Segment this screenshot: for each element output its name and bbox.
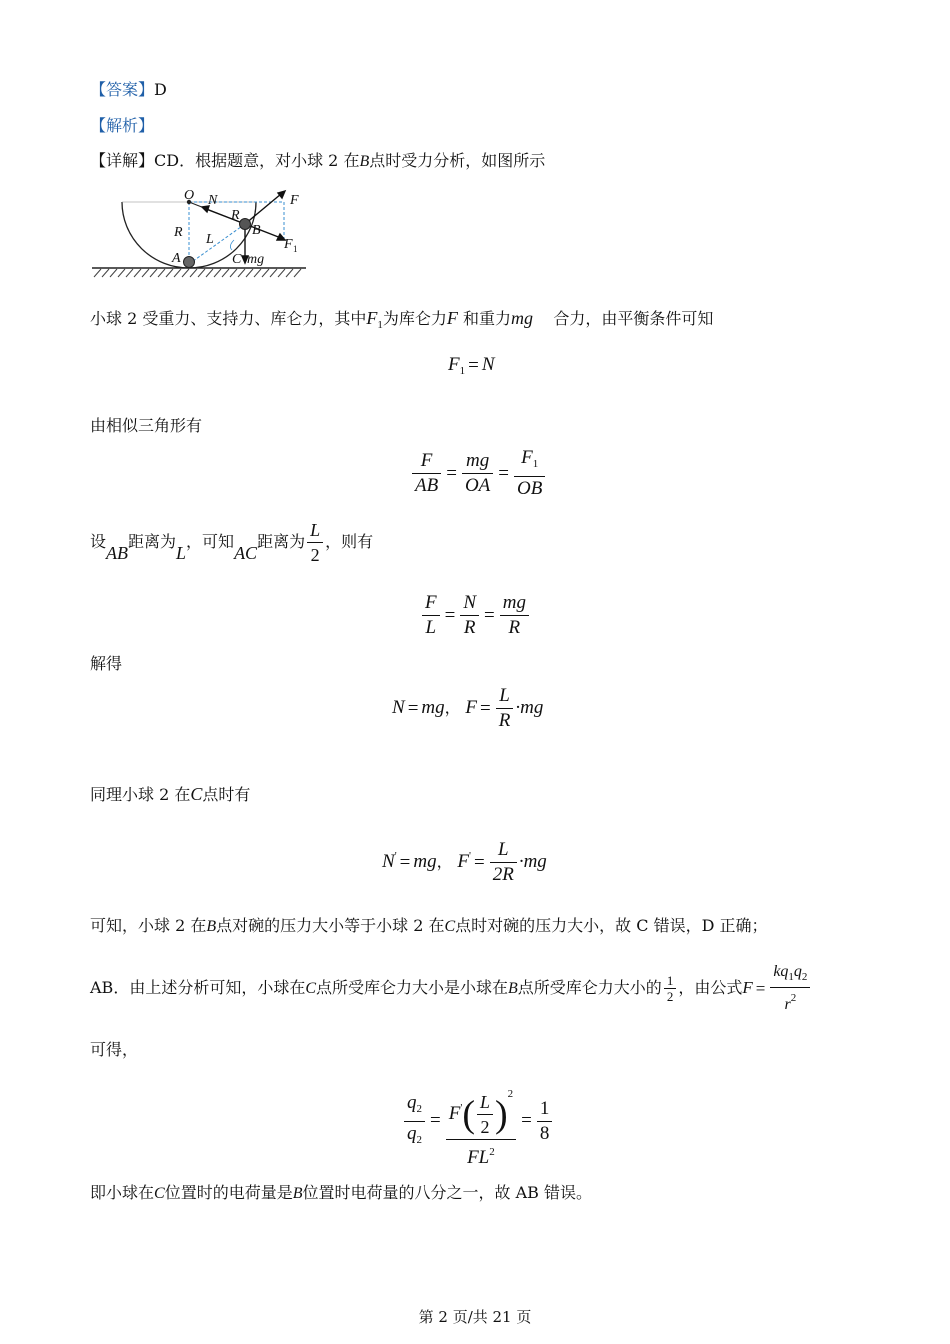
- para1-text-4: 合力，由平衡条件可知: [553, 309, 714, 328]
- detail-line: [90, 151, 545, 172]
- detail-label: 【详解】: [90, 151, 155, 170]
- ball-b: [240, 219, 251, 230]
- para-final-conclusion: 即小球在C位置时的电荷量是B位置时电荷量的八分之一，故 AB 错误。: [90, 1183, 592, 1202]
- para1-f: F: [446, 308, 458, 328]
- equation-f1-equals-n: $F_1 = N$: [448, 354, 495, 377]
- label-r-left: R: [174, 225, 183, 240]
- label-mg: mg: [247, 252, 265, 267]
- label-c: C: [232, 252, 242, 267]
- equation-solution-c: N' = mg， F' = $\frac{L}{2R}$ ·mg: [382, 839, 547, 885]
- para-similar-triangles: 由相似三角形有: [90, 416, 203, 435]
- detail-text-b: 点时受力分析，如图所示: [369, 151, 546, 170]
- para1-text-3: 和重力: [462, 309, 511, 328]
- ball-a: [184, 257, 195, 268]
- ground-hatching: [94, 269, 301, 277]
- page-footer: 第 2 页/共 21 页: [418, 1308, 532, 1326]
- para1-mg: mg: [510, 308, 533, 328]
- equation-ratio-l-r: $\frac{F}{L}$ = $\frac{N}{R}$ = $\frac{mg}{R}$: [420, 591, 531, 640]
- label-o: O: [183, 188, 195, 203]
- label-b: B: [252, 223, 261, 238]
- answer-line: [90, 80, 167, 100]
- force-diagram: [88, 182, 318, 282]
- equation-charge-ratio: $\frac{q_2}{q_2}$ = F'( $\frac{L}{2}$ )$^2$ $FL^2$ = $\frac{1}{8}$: [402, 1072, 554, 1170]
- answer-value: D: [154, 80, 167, 99]
- para1-text-2: 为库仑力: [382, 309, 447, 328]
- para1-f1: $F_1$: [366, 308, 383, 331]
- label-f1-sub: 1: [293, 244, 298, 254]
- detail-text-a: CD．根据题意，对小球 2 在: [154, 151, 360, 170]
- angle-mark: [230, 240, 234, 250]
- label-n: N: [208, 193, 218, 208]
- para-forces: [90, 308, 713, 335]
- label-l: L: [206, 232, 214, 247]
- para-conclusion-cd: 可知，小球 2 在B点对碗的压力大小等于小球 2 在C点时对碗的压力大小，故 C 错误，D 正确；: [90, 916, 768, 935]
- analysis-label: 【解析】: [90, 116, 155, 135]
- para1-text-1: 小球 2 受重力、支持力、库仑力，其中: [90, 309, 367, 328]
- para-coulomb-analysis: AB．由上述分析可知，小球在C点所受库仑力大小是小球在B点所受库仑力大小的 $\frac{1}{2}$ ，由公式F = $\frac{kq_1q_2}{r^2}$: [90, 962, 812, 1015]
- equation-similar-ratio: $\frac{F}{AB}$ = $\frac{mg}{OA}$ = $\frac{F_1}{OB}$: [410, 446, 547, 501]
- para-distance-setup: 设AB距离为L，可知AC距离为 $\frac{L}{2}$ ，则有: [90, 520, 374, 565]
- label-f: F: [290, 193, 299, 208]
- para-point-c: 同理小球 2 在C点时有: [90, 784, 251, 804]
- para-thus: 可得，: [90, 1040, 139, 1059]
- answer-label: 【答案】: [90, 80, 155, 99]
- label-a: A: [172, 251, 181, 266]
- detail-point-b: B: [359, 153, 370, 170]
- equation-solution-b: N = mg， F = $\frac{L}{R}$ ·mg: [392, 685, 544, 731]
- label-r-top: R: [231, 208, 240, 223]
- para-solve: 解得: [90, 654, 123, 673]
- label-f1: F: [284, 237, 293, 252]
